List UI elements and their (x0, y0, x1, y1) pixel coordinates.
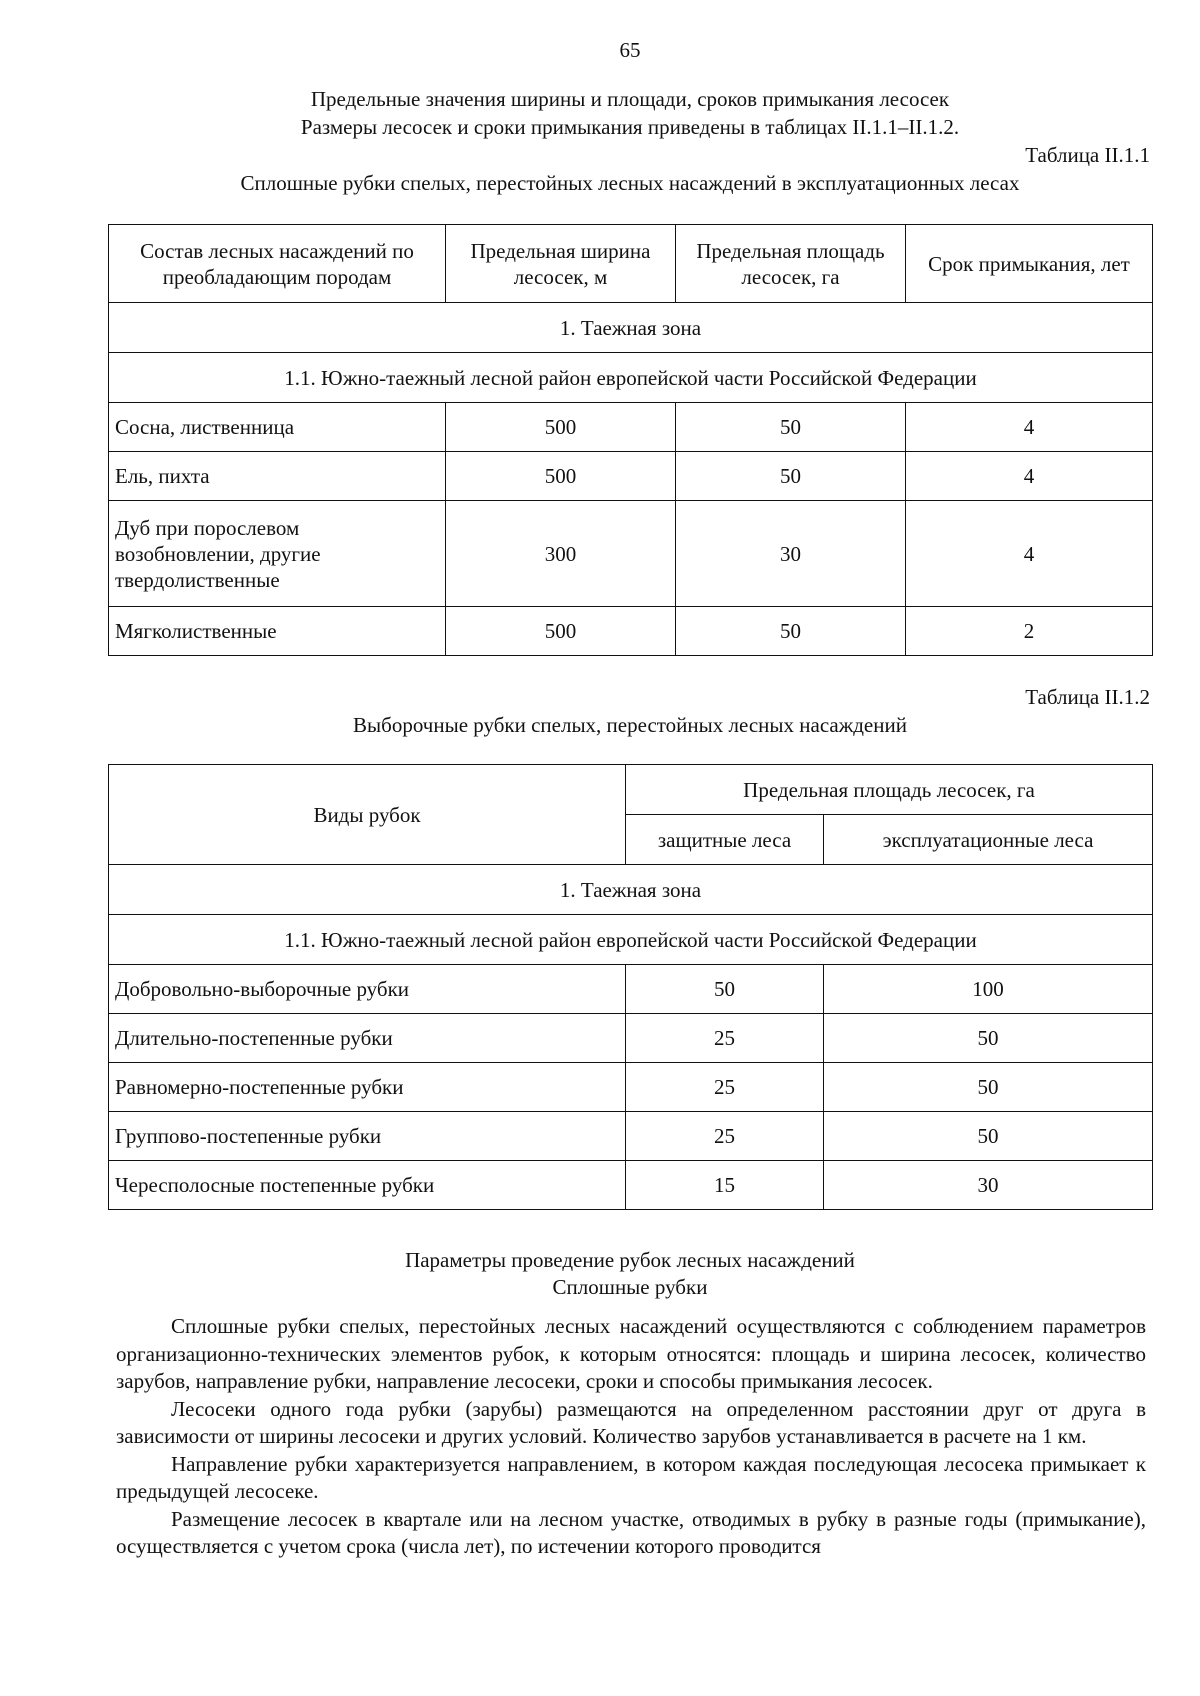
table1-header-width: Предельная ширина лесосек, м (446, 225, 676, 303)
protective-cell: 25 (626, 1063, 824, 1112)
protective-cell: 25 (626, 1014, 824, 1063)
species-cell: Ель, пихта (109, 452, 446, 501)
table-row (109, 501, 1153, 607)
operational-cell: 50 (824, 1112, 1153, 1161)
area-cell: 30 (676, 501, 906, 607)
table2-header-cut-type: Виды рубок (109, 765, 626, 865)
table2-zone-row (109, 865, 1153, 915)
section-title: Параметры проведение рубок лесных насаждений (405, 1248, 855, 1272)
table1-region: 1.1. Южно-таежный лесной район европейской части Российской Федерации (109, 353, 1153, 403)
protective-cell: 50 (626, 965, 824, 1014)
area-cell: 50 (676, 452, 906, 501)
width-cell: 300 (446, 501, 676, 607)
table1-region-row (109, 353, 1153, 403)
cut-type-cell: Добровольно-выборочные рубки (109, 965, 626, 1014)
table1-header-species: Состав лесных насаждений по преобладающим породам (109, 225, 446, 303)
table1-header-area: Предельная площадь лесосек, га (676, 225, 906, 303)
paragraph: Размещение лесосек в квартале или на лесном участке, отводимых в рубку в разные годы (примыкание), осуществляется с учетом срока (числа лет), по истечении которого проводится (116, 1506, 1146, 1558)
table-row (109, 452, 1153, 501)
table-row (109, 965, 1153, 1014)
table1-title: Сплошные рубки спелых, перестойных лесных насаждений в эксплуатационных лесах (240, 171, 1020, 195)
page-number: 65 (619, 38, 641, 62)
paragraph: Сплошные рубки спелых, перестойных лесных насаждений осуществляются с соблюдением параметров организационно-технических элементов рубок, к которым относятся: площадь и ширина лесосек, количество зарубов, направление рубки, направление лесосеки, сроки и способы примыкания лесосек. (116, 1314, 1146, 1393)
cut-type-cell: Длительно-постепенные рубки (109, 1014, 626, 1063)
table-row (109, 1063, 1153, 1112)
table2-title: Выборочные рубки спелых, перестойных лесных насаждений (353, 713, 907, 737)
operational-cell: 50 (824, 1014, 1153, 1063)
table1-header-term: Срок примыкания, лет (906, 225, 1153, 303)
width-cell: 500 (446, 452, 676, 501)
cut-type-cell: Равномерно-постепенные рубки (109, 1063, 626, 1112)
operational-cell: 30 (824, 1161, 1153, 1210)
operational-cell: 50 (824, 1063, 1153, 1112)
protective-cell: 15 (626, 1161, 824, 1210)
term-cell: 4 (906, 403, 1153, 452)
section-subtitle: Сплошные рубки (552, 1275, 708, 1299)
term-cell: 4 (906, 501, 1153, 607)
term-cell: 4 (906, 452, 1153, 501)
table-row (109, 403, 1153, 452)
table-row (109, 1161, 1153, 1210)
table2-region: 1.1. Южно-таежный лесной район европейской части Российской Федерации (109, 915, 1153, 965)
area-cell: 50 (676, 403, 906, 452)
table2-header-operational: эксплуатационные леса (824, 815, 1153, 865)
table2-header-protective: защитные леса (626, 815, 824, 865)
body-text (116, 1313, 1146, 1561)
term-cell: 2 (906, 607, 1153, 656)
table2-header-area: Предельная площадь лесосек, га (626, 765, 1153, 815)
table1-label: Таблица II.1.1 (1025, 143, 1150, 167)
table2-region-row (109, 915, 1153, 965)
area-cell: 50 (676, 607, 906, 656)
operational-cell: 100 (824, 965, 1153, 1014)
width-cell: 500 (446, 403, 676, 452)
table1-zone: 1. Таежная зона (109, 303, 1153, 353)
table2-zone: 1. Таежная зона (109, 865, 1153, 915)
table-row (109, 1014, 1153, 1063)
cut-type-cell: Группово-постепенные рубки (109, 1112, 626, 1161)
width-cell: 500 (446, 607, 676, 656)
table-clear-cuts (108, 224, 1153, 656)
heading-line-1: Предельные значения ширины и площади, сроков примыкания лесосек (310, 87, 950, 111)
protective-cell: 25 (626, 1112, 824, 1161)
species-cell: Дуб при порослевом возобновлении, другие твердолиственные (109, 501, 446, 607)
table-row (109, 607, 1153, 656)
table1-zone-row (109, 303, 1153, 353)
cut-type-cell: Чересполосные постепенные рубки (109, 1161, 626, 1210)
paragraph: Направление рубки характеризуется направлением, в котором каждая последующая лесосека примыкает к предыдущей лесосеке. (116, 1451, 1146, 1503)
table-selective-cuts (108, 764, 1153, 1210)
species-cell: Сосна, лиственница (109, 403, 446, 452)
heading-line-2: Размеры лесосек и сроки примыкания приведены в таблицах II.1.1–II.1.2. (300, 115, 960, 139)
table2-label: Таблица II.1.2 (1025, 685, 1150, 709)
table2-header-row (109, 765, 1153, 815)
table1-header-row (109, 225, 1153, 303)
species-cell: Мягколиственные (109, 607, 446, 656)
table-row (109, 1112, 1153, 1161)
paragraph: Лесосеки одного года рубки (зарубы) размещаются на определенном расстоянии друг от друга в зависимости от ширины лесосеки и других условий. Количество зарубов устанавливается в расчете на 1 км. (116, 1396, 1146, 1448)
